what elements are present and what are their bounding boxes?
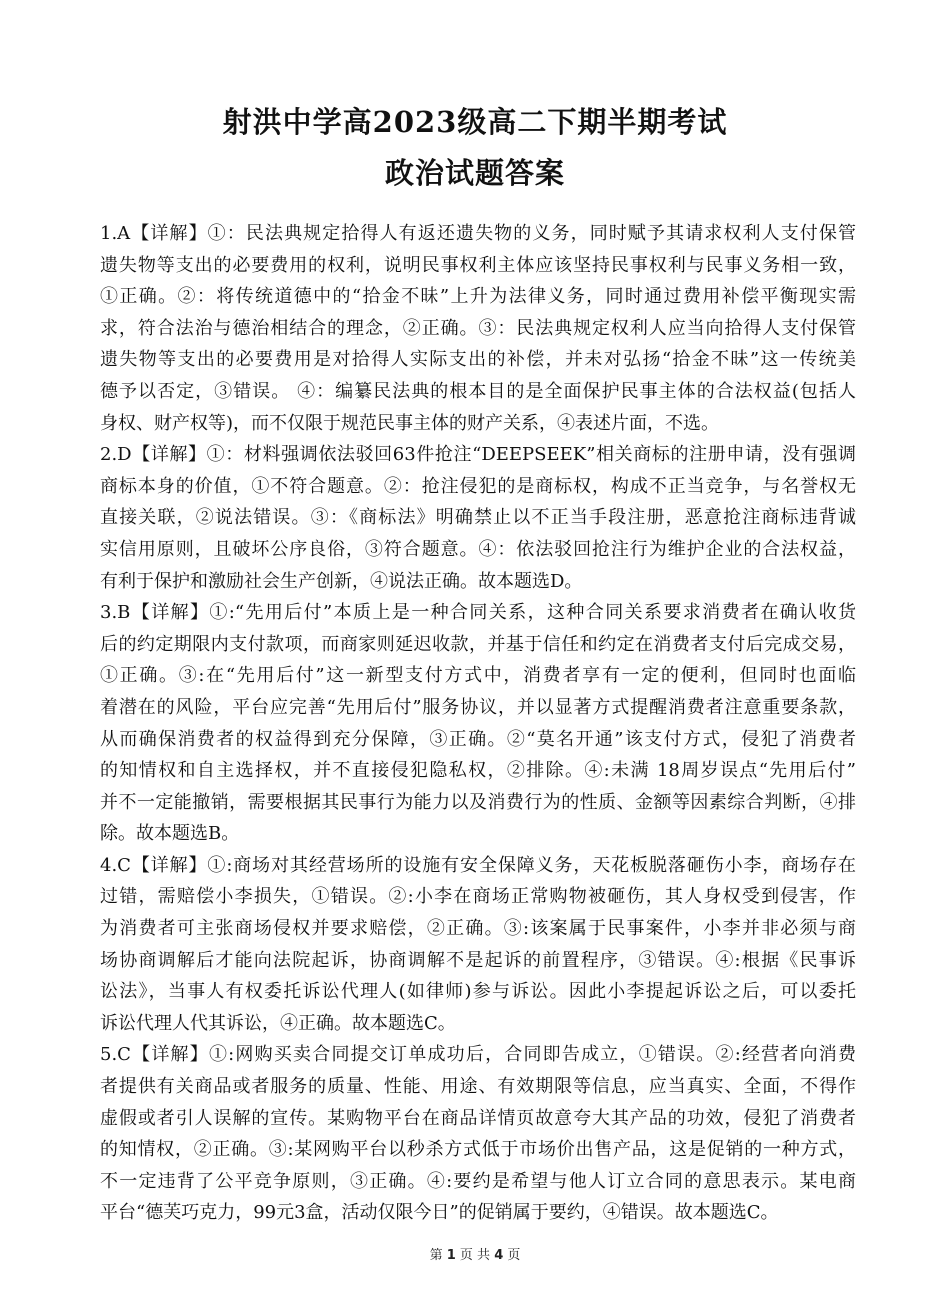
answer-item-4 [100, 850, 856, 1040]
answer-item-3 [100, 597, 856, 850]
answer-line: 遗失物等支出的必要费用是对拾得人实际支出的补偿，并未对弘扬“拾金不昧”这一传统美 [100, 349, 856, 371]
answer-line: 讼法》，当事人有权委托诉讼代理人(如律师)参与诉讼。因此小李提起诉讼之后，可以委托 [100, 981, 856, 1003]
answer-line: 4.C【详解】①:商场对其经营场所的设施有安全保障义务，天花板脱落砸伤小李，商场存在 [100, 854, 856, 876]
answer-line: 过错，需赔偿小李损失，①错误。②:小李在商场正常购物被砸伤，其人身权受到侵害，作 [100, 886, 856, 908]
answer-line: 商标本身的价值，①不符合题意。②：抢注侵犯的是商标权，构成不正当竞争，与名誉权无 [100, 475, 856, 497]
answer-line: 者提供有关商品或者服务的质量、性能、用途、有效期限等信息，应当真实、全面，不得作 [100, 1076, 856, 1098]
page-total: 4 [494, 1248, 504, 1263]
answer-line: 着潜在的风险，平台应完善“先用后付”服务协议，并以显著方式提醒消费者注意重要条款， [100, 696, 856, 718]
footer-prefix: 第 [429, 1248, 443, 1263]
answer-line: 不一定违背了公平竞争原则，③正确。④:要约是希望与他人订立合同的意思表示。某电商 [100, 1170, 856, 1192]
answer-line: 的知情权，②正确。③:某网购平台以秒杀方式低于市场价出售产品，这是促销的一种方式， [100, 1139, 856, 1161]
answer-line: 实信用原则，且破坏公序良俗，③符合题意。④：依法驳回抢注行为维护企业的合法权益， [100, 538, 856, 560]
answer-line: ①正确。②：将传统道德中的“拾金不昧”上升为法律义务，同时通过费用补偿平衡现实需 [100, 286, 856, 308]
answer-line: 1.A【详解】①：民法典规定拾得人有返还遗失物的义务，同时赋予其请求权利人支付保管 [100, 223, 856, 244]
document-subtitle: 政治试题答案 [384, 156, 565, 190]
answer-line: 除。故本题选B。 [100, 823, 240, 845]
answer-list [100, 218, 856, 1229]
answer-line: 2.D【详解】①：材料强调依法驳回63件抢注“DEEPSEEK”相关商标的注册申请，没有强调 [100, 444, 856, 466]
document-title: 射洪中学高2023级高二下期半期考试 [222, 105, 728, 139]
answer-line: 后的约定期限内支付款项，而商家则延迟收款，并基于信任和约定在消费者支付后完成交易， [100, 633, 856, 655]
answer-item-2 [100, 439, 856, 597]
answer-line: 有利于保护和激励社会生产创新，④说法正确。故本题选D。 [100, 570, 583, 592]
answer-line: 5.C【详解】①:网购买卖合同提交订单成功后，合同即告成立，①错误。②:经营者向消费 [100, 1044, 856, 1066]
answer-line: 从而确保消费者的权益得到充分保障，③正确。②“莫名开通”该支付方式，侵犯了消费者 [100, 728, 856, 750]
answer-line: 的知情权和自主选择权，并不直接侵犯隐私权，②排除。④:未满 18周岁误点“先用后付” [100, 760, 856, 782]
answer-line: 场协商调解后才能向法院起诉，协商调解不是起诉的前置程序，③错误。④:根据《民事诉 [100, 949, 856, 971]
footer-middle: 页 共 [459, 1248, 491, 1263]
answer-line: 直接关联，②说法错误。③：《商标法》明确禁止以不正当手段注册，恶意抢注商标违背诚 [100, 507, 856, 529]
answer-line: ①正确。③:在“先用后付”这一新型支付方式中，消费者享有一定的便利，但同时也面临 [100, 665, 856, 687]
answer-line: 平台“德芙巧克力，99元3盒，活动仅限今日”的促销属于要约，④错误。故本题选C。 [100, 1202, 779, 1224]
page-footer [0, 1244, 950, 1263]
answer-line: 为消费者可主张商场侵权并要求赔偿，②正确。③:该案属于民事案件，小李并非必须与商 [100, 918, 856, 940]
answer-item-5 [100, 1039, 856, 1229]
answer-line: 德予以否定，③错误。 ④：编纂民法典的根本目的是全面保护民事主体的合法权益(包括人 [100, 380, 856, 402]
answer-line: 身权、财产权等)，而不仅限于规范民事主体的财产关系，④表述片面，不选。 [100, 412, 720, 434]
answer-item-1 [100, 218, 856, 439]
answer-line: 虚假或者引人误解的宣传。某购物平台在商品详情页故意夸大其产品的功效，侵犯了消费者 [100, 1107, 856, 1129]
answer-line: 诉讼代理人代其诉讼，④正确。故本题选C。 [100, 1012, 456, 1034]
footer-suffix: 页 [507, 1248, 521, 1263]
answer-line: 并不一定能撤销，需要根据其民事行为能力以及消费行为的性质、金额等因素综合判断，④排 [100, 791, 856, 813]
answer-line: 3.B【详解】①:“先用后付”本质上是一种合同关系，这种合同关系要求消费者在确认收货 [100, 602, 856, 624]
page-number: 1 [446, 1248, 456, 1263]
answer-line: 求，符合法治与德治相结合的理念，②正确。③：民法典规定权利人应当向拾得人支付保管 [100, 317, 856, 339]
answer-line: 遗失物等支出的必要费用的权利，说明民事权利主体应该坚持民事权利与民事义务相一致， [100, 254, 856, 276]
